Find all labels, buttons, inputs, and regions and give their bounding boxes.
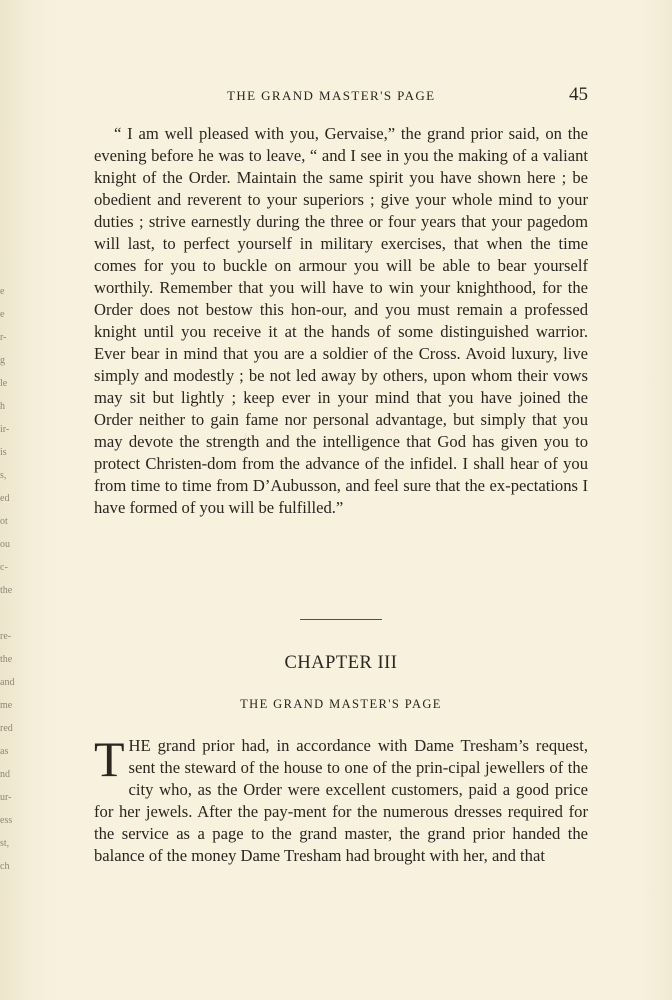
facing-page-bleed (0, 280, 16, 880)
bleed-fragment: le (0, 378, 8, 389)
chapter-opening-paragraph (94, 731, 588, 867)
bleed-fragment: as (0, 746, 9, 757)
bleed-fragment: e (0, 286, 5, 297)
bleed-fragment: ed (0, 493, 10, 504)
bleed-fragment: ot (0, 516, 8, 527)
chapter-opening-text: HE grand prior had, in accordance with Dame Tresham’s request, sent the steward of the house to one of the prin-cipal jewellers of the city who, as the Order were excellent customers, paid a good price for her jewels. After the pay-ment for the numerous dresses required for the service as a page to the grand master, the grand prior handed the balance of the money Dame Tresham had brought with her, and that (94, 736, 588, 865)
running-header (94, 84, 588, 106)
paragraph-text: “ I am well pleased with you, Gervaise,” the grand prior said, on the evening before he was to leave, “ and I see in you the making of a valiant knight of the Order. Maintain the same spirit you have shown here ; be obedient and reverent to your superiors ; give your whole mind to your duties ; strive earnestly during the three or four years that your pagedom will last, to perfect yourself in military exercises, that when the time comes for you to buckle on armour you will be able to bear yourself worthily. Remember that you will have to win your knighthood, for the Order does not bestow this hon-our, and you must remain a professed knight until you receive it at the hands of some distinguished warrior. Ever bear in mind that you are a soldier of the Cross. Avoid luxury, live simply and modestly ; be not led away by others, upon whom their vows may sit but lightly ; keep ever in your mind that you have joined the Order neither to gain fame nor personal advantage, but simply that you may devote the strength and the intelligence that God has given you to protect Christen-dom from the advance of the infidel. I shall hear of you from time to time from D’Aubusson, and feel sure that the ex-pectations I have formed of you will be fulfilled.” (94, 124, 588, 517)
drop-cap: T (94, 731, 125, 787)
bleed-fragment: r- (0, 332, 7, 343)
bleed-fragment (0, 602, 12, 625)
bleed-fragment: c- (0, 562, 8, 573)
paragraph-grand-prior-speech (94, 123, 588, 519)
bleed-fragment: ir- (0, 424, 10, 435)
bleed-fragment: g (0, 355, 5, 366)
bleed-fragment: st, (0, 838, 10, 849)
bleed-fragment: and (0, 677, 15, 688)
bleed-fragment: the (0, 585, 13, 596)
bleed-fragment: me (0, 700, 13, 711)
bleed-fragment: h (0, 401, 5, 412)
chapter-heading: CHAPTER III (284, 653, 398, 673)
section-divider (300, 619, 382, 620)
bleed-fragment: is (0, 447, 7, 458)
bleed-fragment: e (0, 309, 5, 320)
chapter-title: THE GRAND MASTER'S PAGE (240, 697, 442, 711)
running-title: THE GRAND MASTER'S PAGE (227, 88, 436, 103)
bleed-fragment: red (0, 723, 13, 734)
bleed-fragment: nd (0, 769, 10, 780)
bleed-fragment: the (0, 654, 13, 665)
bleed-fragment: ou (0, 539, 10, 550)
bleed-fragment: re- (0, 631, 12, 642)
bleed-fragment: ch (0, 861, 10, 872)
page-number: 45 (569, 84, 588, 105)
bleed-fragment: s, (0, 470, 7, 481)
bleed-fragment: ess (0, 815, 13, 826)
bleed-fragment: ur- (0, 792, 12, 803)
